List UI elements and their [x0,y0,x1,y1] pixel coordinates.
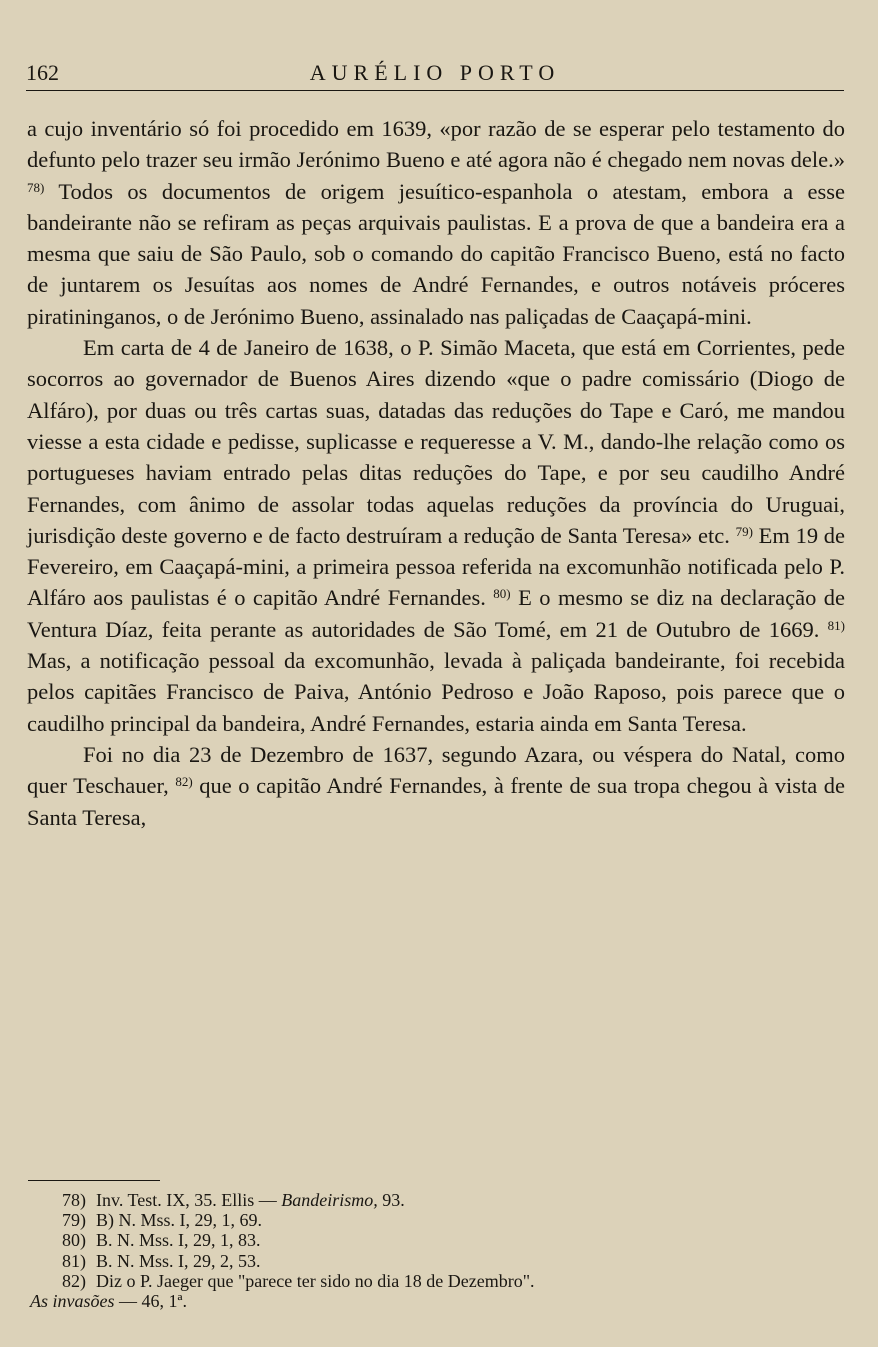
footnotes [30,1190,844,1311]
footnote-text: 93. [382,1190,405,1210]
paragraph-text: Todos os documentos de origem jesuítico-espanhola o atestam, embora a esse bandeirante não se refiram as peças arquivais paulistas. E a prova de que a bandeira era a mesma que saiu de São Paulo, sob o comando do capitão Francisco Bueno, está no facto de juntarem os Jesuítas aos nomes de André Fernandes, e outros notáveis próceres piratininganos, o de Jerónimo Bueno, assinalado nas paliçadas de Caaçapá-mini. [27,178,845,329]
paragraph-3 [27,739,845,833]
footnote-rule [28,1180,160,1181]
paragraph-2 [27,332,845,739]
footnote-ref: 79) [735,523,753,539]
page-header [26,60,844,90]
running-title: AURÉLIO PORTO [309,60,561,85]
paragraph-text: Mas, a notificação pessoal da excomunhão, levada à paliçada bandeirante, foi recebida pelos capitães Francisco de Paiva, António Pedroso e João Raposo, pois parece que o caudilho principal da bandeira, André Fernandes, estaria ainda em Santa Teresa. [27,648,845,736]
footnote-italic: Bandeirismo, [281,1190,378,1210]
footnote-continuation [30,1291,844,1311]
footnote-text: — 46, 1ª. [119,1291,187,1312]
footnote-number: 78) [62,1190,86,1210]
footnote-number: 82) [62,1270,86,1291]
page-number: 162 [26,60,59,85]
footnote-ref: 81) [827,617,846,633]
footnote-text: B. N. Mss. I, 29, 2, 53. [96,1250,261,1271]
footnote-ref: 80) [493,586,511,602]
body-text [27,113,845,833]
header-rule [26,90,844,91]
footnote-italic: As invasões [30,1291,115,1312]
footnote-text: B) N. Mss. I, 29, 1, 69. [96,1210,263,1231]
footnote-number: 79) [62,1210,86,1231]
footnote-number: 80) [62,1230,86,1251]
footnote-text: B. N. Mss. I, 29, 1, 83. [96,1230,261,1251]
footnote-78 [30,1190,844,1210]
paragraph-text: Em carta de 4 de Janeiro de 1638, o P. Simão Maceta, que está em Corrientes, pede socorros ao governador de Buenos Aires dizendo «que o padre comissário (Diogo de Alfáro), por duas ou três cartas suas, datadas das reduções do Tape e Caró, me mandou viesse a esta cidade e pedisse, suplicasse e requeresse a V. M., dando-lhe relação como os portugueses haviam entrado pelas ditas reduções do Tape, e por seu caudilho André Fernandes, com ânimo de assolar todas aquelas reduções da província do Uruguai, jurisdição deste governo e de facto destruíram a redução de Santa Teresa» etc. [27,335,845,548]
paragraph-text: que o capitão André Fernandes, à frente de sua tropa chegou à vista de Santa Teresa, [27,773,846,830]
footnote-number: 81) [62,1250,86,1271]
paragraph-text: a cujo inventário só foi procedido em 1639, «por razão de se esperar pelo testamento do defunto pelo trazer seu irmão Jerónimo Bueno e até agora não é chegado nem novas dele.» [27,116,845,173]
footnote-82 [30,1271,844,1291]
footnote-text: Inv. Test. IX, 35. Ellis — [96,1190,277,1210]
paragraph-text: Foi no dia 23 de Dezembro de 1637, segundo Azara, ou véspera do Natal, como quer Teschauer, [27,741,845,799]
footnote-81 [30,1251,844,1271]
footnote-ref: 78) [27,179,45,195]
footnote-text: Diz o P. Jaeger que "parece ter sido no dia 18 de Dezembro". [96,1270,535,1291]
paragraph-1 [27,113,845,332]
footnote-80 [30,1230,844,1250]
paragraph-text: Em 19 de Fevereiro, em Caaçapá-mini, a primeira pessoa referida na excomunhão notificada pelo P. Alfáro aos paulistas é o capitão André Fernandes. [27,522,846,611]
paragraph-text: E o mesmo se diz na declaração de Ventura Díaz, feita perante as autoridades de São Tomé, em 21 de Outubro de 1669. [27,585,846,642]
footnote-ref: 82) [175,774,193,790]
footnote-79 [30,1210,844,1230]
